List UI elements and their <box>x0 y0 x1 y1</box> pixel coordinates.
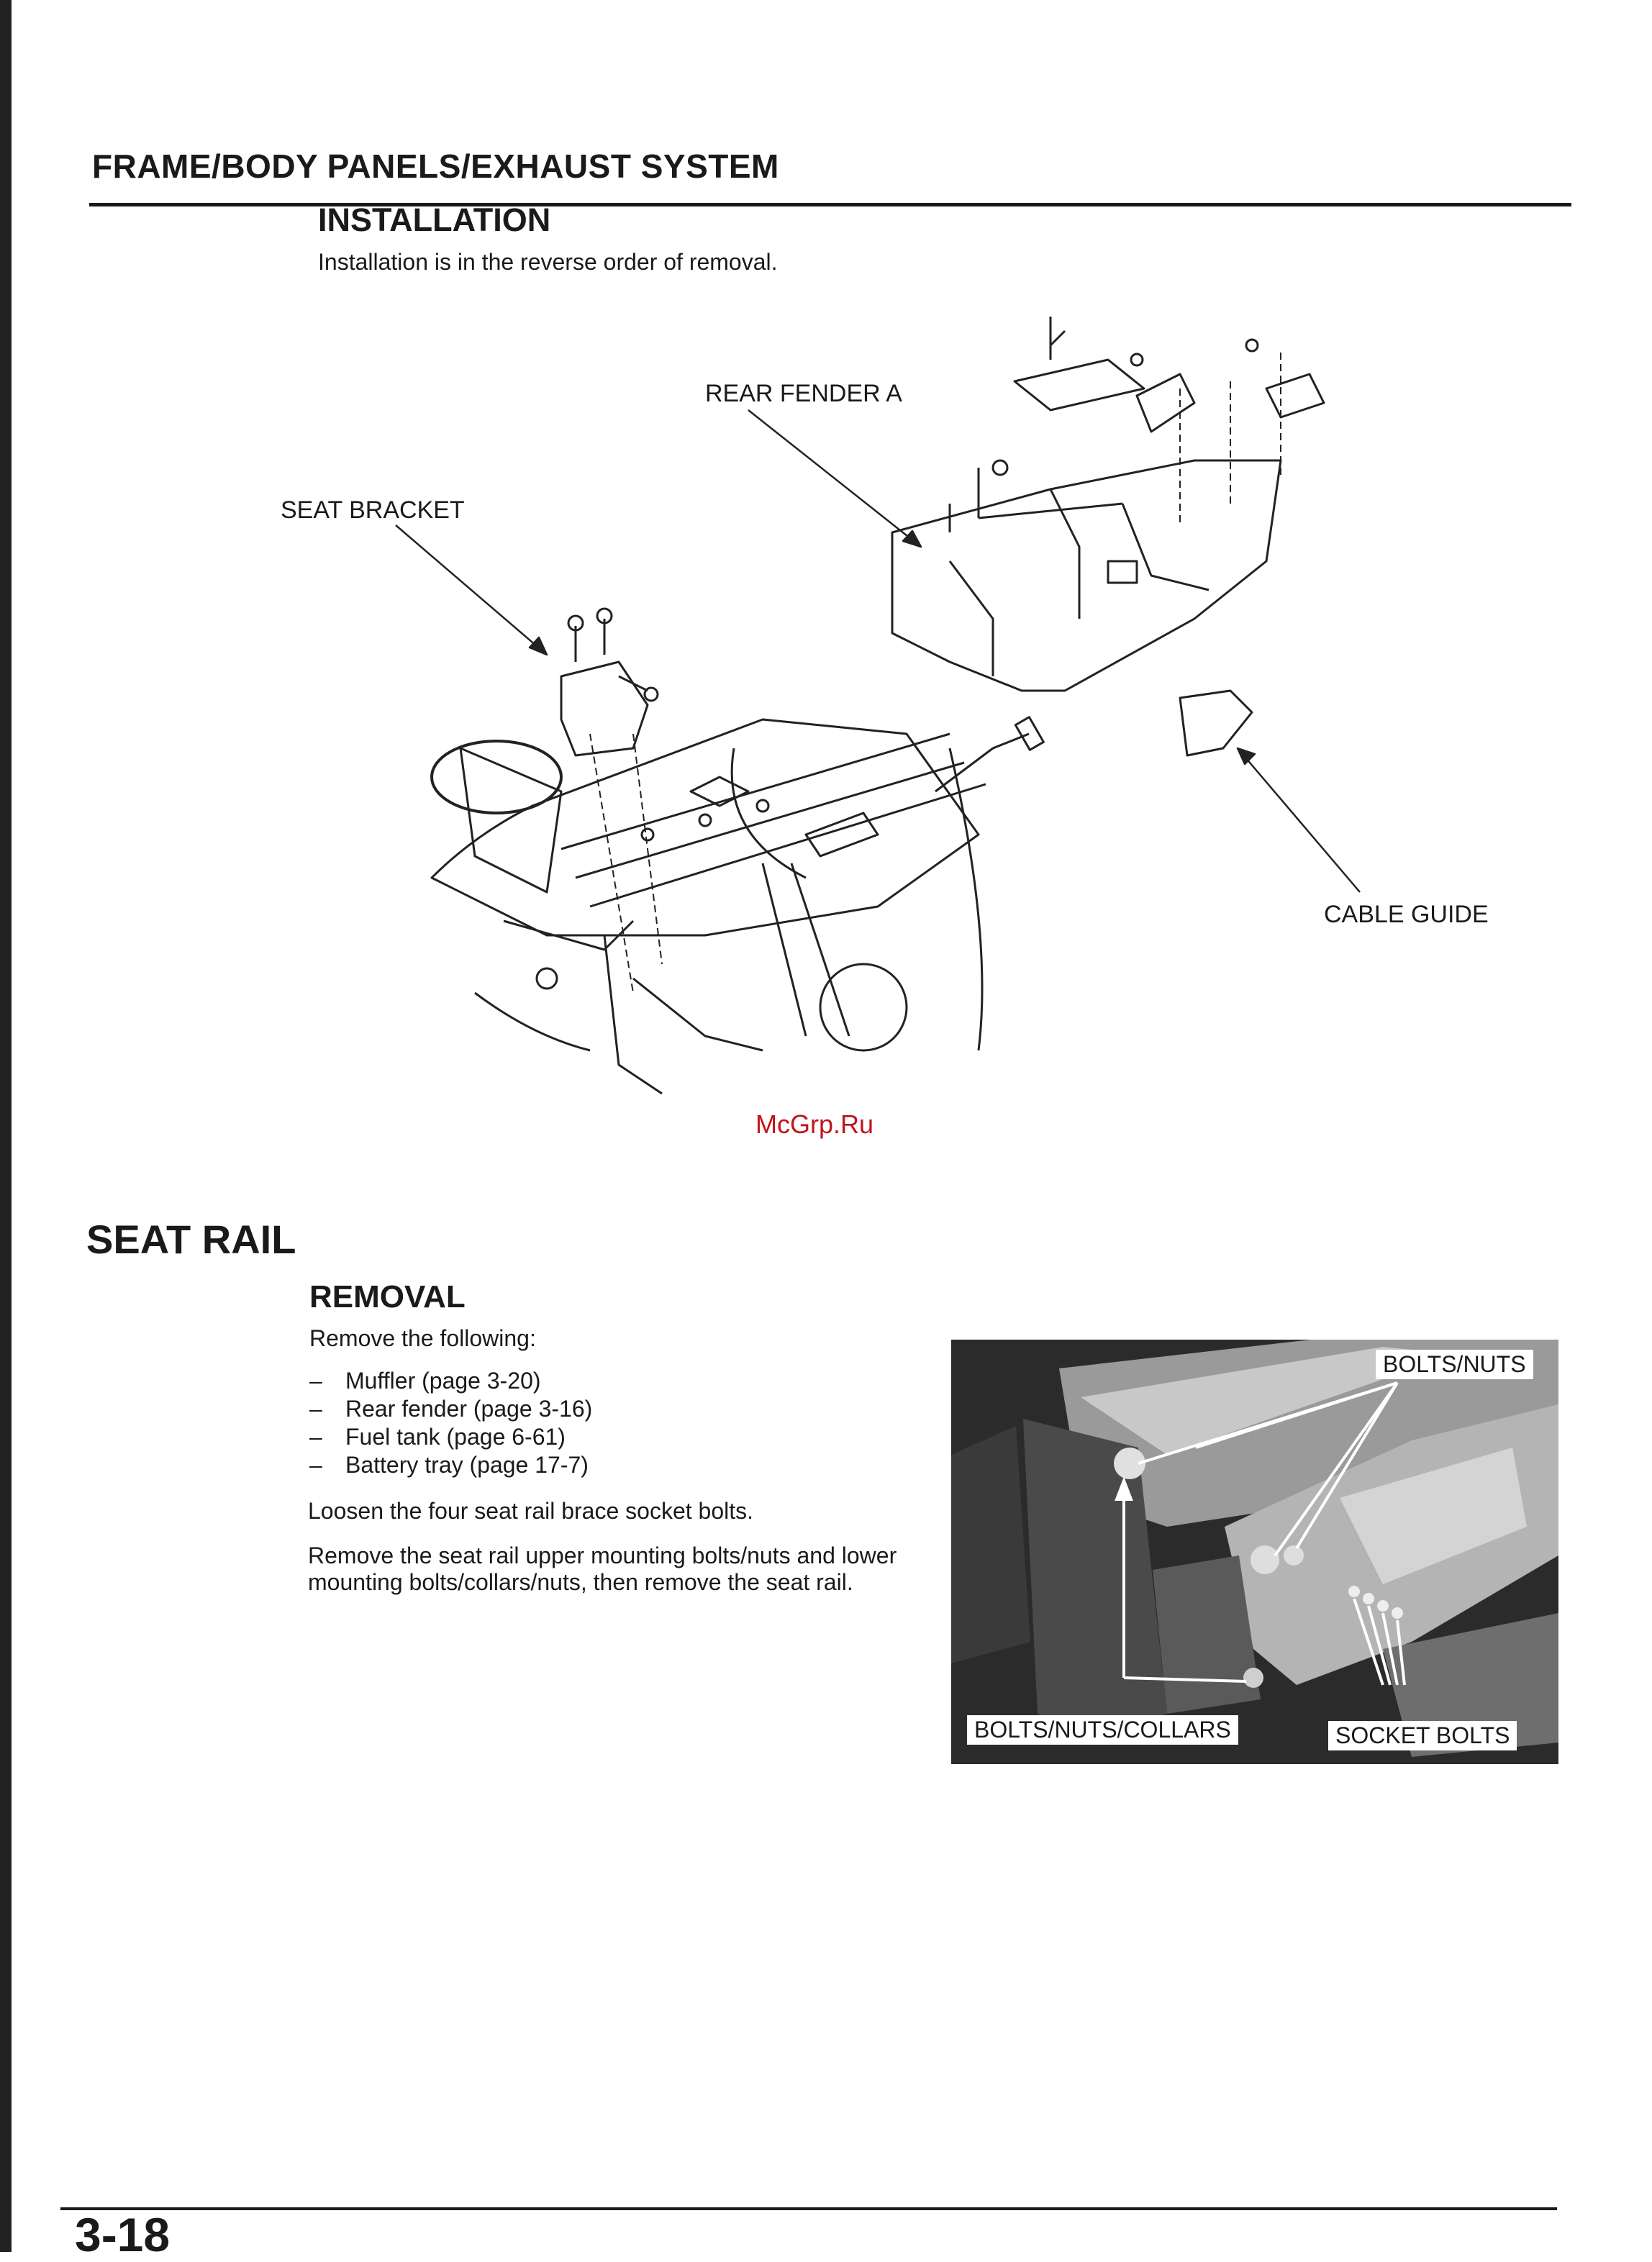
list-item: – Muffler (page 3-20) <box>309 1367 592 1395</box>
removal-intro: Remove the following: <box>309 1325 536 1351</box>
installation-diagram <box>259 288 1525 1194</box>
removal-step-remove: Remove the seat rail upper mounting bolts/nuts and lower mounting bolts/collars/nuts, then remove the seat rail. <box>308 1543 897 1595</box>
seat-rail-photo <box>951 1340 1558 1764</box>
removal-heading: REMOVAL <box>309 1279 466 1314</box>
removal-list <box>309 1367 592 1479</box>
list-item: – Fuel tank (page 6-61) <box>309 1423 592 1451</box>
installation-text: Installation is in the reverse order of removal. <box>318 249 778 275</box>
socket-bolts-label: SOCKET BOLTS <box>1328 1721 1517 1750</box>
cable-guide-label: CABLE GUIDE <box>1324 901 1489 928</box>
footer-rule <box>60 2207 1557 2210</box>
removal-step-loosen: Loosen the four seat rail brace socket bolts. <box>308 1498 754 1524</box>
cable-guide-drawing <box>1180 691 1252 755</box>
motorcycle-frame-drawing <box>432 717 1043 1094</box>
bolts-nuts-collars-label: BOLTS/NUTS/COLLARS <box>967 1715 1238 1745</box>
seat-rail-heading: SEAT RAIL <box>86 1217 296 1262</box>
callout-leaders <box>396 410 1360 892</box>
header-rule <box>89 203 1571 206</box>
page-binding-edge <box>0 0 12 2252</box>
watermark: McGrp.Ru <box>755 1109 874 1139</box>
bolts-nuts-label: BOLTS/NUTS <box>1376 1350 1533 1379</box>
rear-fender-a-label: REAR FENDER A <box>705 380 902 407</box>
seat-bracket-label: SEAT BRACKET <box>281 496 465 524</box>
section-title: FRAME/BODY PANELS/EXHAUST SYSTEM <box>92 147 779 185</box>
list-item: – Rear fender (page 3-16) <box>309 1395 592 1423</box>
list-item: – Battery tray (page 17-7) <box>309 1451 592 1479</box>
rear-fender-a-drawing <box>892 317 1324 691</box>
page-number: 3-18 <box>75 2208 171 2261</box>
installation-heading: INSTALLATION <box>318 201 551 238</box>
